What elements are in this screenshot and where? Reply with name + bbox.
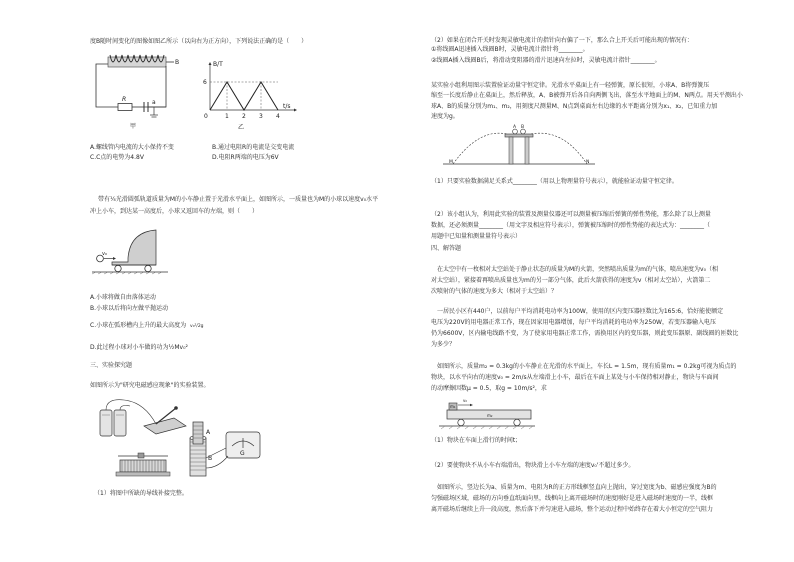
spring-line3: 球A、B的质量分别为m₁、m₂，用刻度尺测量M、N点到桌面左右边缘的水平距离分别为x₁、x₂，已知重力加: [431, 103, 718, 110]
option-c: C.C点的电势为4.8V: [90, 154, 144, 161]
spring-question-2-line3: 用题中已知量和测量量符号表示）: [431, 233, 522, 240]
resistor-label: R: [122, 96, 127, 103]
figure-cart-track: [90, 222, 170, 280]
track-option-a: A.小球将做自由落体运动: [90, 294, 156, 301]
figure-block-cart: [437, 396, 537, 430]
para-q2: （2）如果在闭合开关时发现灵敏电流计的指针向右偏了一下，那么合上开关后可能出现的情况有：: [431, 37, 693, 44]
y-axis-label: B/T: [213, 61, 223, 68]
experiment-question-1: （1）将图中所缺的导线补接完整。: [94, 490, 188, 497]
x-tick-3: 3: [259, 113, 263, 120]
cart-question-2: （2）要使物块不从小车右端滑出，物块滑上小车左端的速度v₀'不超过多少。: [431, 462, 635, 469]
figure-yi-graph: [198, 58, 300, 132]
spring-question-1: （1）只要实验数据满足关系式________（用以上物理量符号表示），就能验证动量守恒定律。: [431, 178, 678, 185]
v0-cart-label: v₀: [463, 398, 467, 403]
resistor-r: [118, 104, 132, 111]
label-b: B: [208, 455, 213, 462]
spring-label-m: M: [449, 160, 453, 165]
section-4-heading: 四、解答题: [431, 245, 462, 252]
power-line2: 电压为220V的用电器正常工作，现在因家用电器增加，每户平均消耗的电功率为250W，若变压器输入电压: [431, 319, 716, 326]
rheostat: [116, 453, 170, 476]
section-3-heading: 三、实验探究题: [90, 362, 133, 369]
figure-spring-table: [439, 124, 599, 168]
para-q2-1: ①将线圈A迅速插入线圈B时，灵敏电流计指针将________。: [431, 46, 589, 53]
cart-question-1: （1）物块在车面上滑行的时间t；: [431, 437, 522, 444]
battery: [100, 410, 126, 436]
experiment-intro: 如图所示为"研究电磁感应现象"的实验装置。: [90, 382, 210, 389]
cap-label: a: [152, 99, 156, 106]
m1-label: m₁: [450, 404, 456, 409]
track-option-d: D.此过程小球对小车做的功为½Mv₀²: [90, 344, 188, 351]
option-a: A.螺线管内电流的大小保持不变: [90, 144, 174, 151]
cart-line1: 如图所示，质量m₂ = 0.3kg的小车静止在光滑的水平面上，车长L = 1.5m，现有质量m₁ = 0.2kg可视为质点的: [437, 363, 737, 370]
figure-em-apparatus: [94, 398, 274, 484]
x-axis-label: t/s: [283, 103, 291, 110]
track-option-c: [90, 322, 204, 331]
rocket-line2: 对太空站），紧接着再喷出质量也为m的另一部分气体，此后火箭获得的速度为v（相对太空站），火箭第二: [431, 277, 711, 284]
cart-line3: 的动摩擦因数μ = 0.5，取g = 10m/s²，求: [431, 385, 547, 392]
cart-line2: 物块，以水平向右的速度v₀ = 2m/s从左端滑上小车，最后在车面上某处与小车保持相对静止，物块与车面间: [431, 374, 719, 381]
magnetic-line1: 如图所示，竖边长为a、质量为m、电阻为R的正方形线框竖直向上抛出，穿过宽度为b、磁感应强度为B的: [437, 484, 717, 491]
spring-question-2-line1: （2）该小组认为，利用此实验的装置及测量仪器还可以测量被压缩后弹簧的弹性势能，那么除了以上测量: [431, 211, 711, 218]
option-b: B.通过电阻R的电流是交变电流: [212, 144, 295, 151]
fig-yi-caption: 乙: [238, 124, 245, 131]
x-tick-1: 1: [225, 113, 229, 120]
x-tick-4: 4: [276, 113, 280, 120]
rocket-line1: 在太空中有一枚相对太空站处于静止状态的质量为M的火箭，突然喷出质量为m的气体，喷出速度为v₀（相: [437, 266, 718, 273]
spring-label-b: B: [521, 125, 525, 130]
track-option-c-fraction: v₀²/2g: [190, 324, 204, 329]
para-q2-2: ②线圈A插入线圈B后，将滑动变阻器的滑片迅速向左拉时，灵敏电流计指针________。: [431, 57, 661, 64]
label-g: G: [240, 450, 245, 457]
magnetic-line2: 匀强磁场区域，磁场的方向垂直纸面向里，线框向上离开磁场时的速度刚好是进入磁场时速度的一半，线框: [431, 495, 714, 502]
spring-label-n: N: [586, 160, 590, 165]
right-column: [397, 0, 794, 562]
power-line3: 仍为6600V，区内输电线路不变，为了使家用电器正常工作，需换用区内的变压器，则此变压器原、副线圈的匝数比: [431, 330, 739, 337]
track-question-line2: 冲上小车，到达某一高度后，小球又返回车的左端，则（ ）: [90, 208, 259, 215]
x-tick-2: 2: [242, 113, 246, 120]
power-line4: 为多少？: [431, 341, 456, 348]
coil-label: B: [175, 59, 180, 66]
power-line1: 一居民小区有440户，以前每户平均消耗电功率为100W，使用的区内变压器匝数比为165:6，恰好能使额定: [437, 308, 724, 315]
option-d: D.电阻R两端的电压为6V: [212, 154, 279, 161]
y-tick-6: 6: [203, 79, 207, 86]
fig-jia-caption: 甲: [130, 123, 137, 130]
x-tick-0: 0: [204, 113, 208, 120]
figure-jia-circuit: [88, 52, 188, 130]
m2-label: m₂: [487, 413, 493, 418]
question-intro-text: 度B随时间变化的图像如图乙所示（以向右为正方向），下列说法正确的是（ ）: [90, 38, 308, 45]
rocket-line3: 次喷射的气体的速度为多大（相对于太空站）？: [431, 288, 558, 295]
track-option-c-text: C.小球在弧形槽内上升的最大高度为: [90, 322, 187, 329]
spring-line4: 速度为g。: [431, 113, 459, 120]
magnetic-line3: 离开磁场后继续上升一段高度，然后落下并匀速进入磁场，整个运动过程中始终存在着大小恒定的空气阻力: [431, 506, 714, 513]
coil-a: [193, 422, 203, 444]
switch: [144, 406, 186, 434]
spring-question-2-line2: 数据，还必须测量________（用文字及相应符号表示），弹簧被压缩时的弹性势能的表达式为：________（: [431, 222, 711, 229]
spring-line2: 缩至一长度后静止在桌面上，然后释放，A、B被弹开后各自向两侧飞出，落至水平地面上的M、N两点。用天平测出小: [431, 92, 743, 99]
track-option-b: B.小球以后将向左做平抛运动: [90, 305, 169, 312]
label-a: A: [206, 429, 211, 436]
v0-label: v₀: [102, 251, 107, 257]
galvanometer: [226, 432, 260, 458]
track-question-line1: 带有¼光滑圆弧轨道质量为M的小车静止置于光滑水平面上，如图所示，一质量也为M的小球以速度v₀水平: [98, 196, 379, 203]
coil: [108, 55, 166, 67]
spring-line1: 某实验小组利用图示装置验证动量守恒定律。光滑水平桌面上有一轻弹簧，原长很短，小球A、B将弹簧压: [431, 82, 710, 89]
spring-label-a: A: [513, 125, 517, 130]
